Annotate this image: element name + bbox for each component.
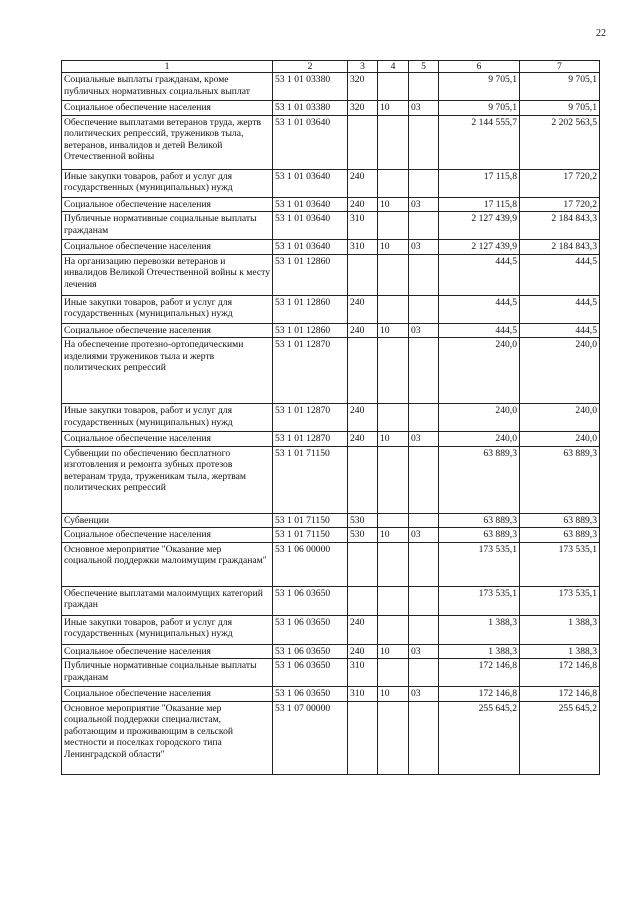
row-value-7: 9 705,1 (520, 73, 600, 101)
table-row (62, 212, 600, 240)
row-col-5 (409, 115, 439, 169)
table-row (62, 542, 600, 586)
row-name: Публичные нормативные социальные выплаты гражданам (62, 212, 273, 240)
row-col-4: 10 (378, 323, 409, 338)
table-row (62, 197, 600, 212)
row-value-7: 444,5 (520, 323, 600, 338)
row-value-6: 444,5 (439, 323, 520, 338)
row-value-6: 63 889,3 (439, 528, 520, 543)
column-header: 5 (409, 61, 439, 73)
row-col-4 (378, 615, 409, 644)
row-col-4: 10 (378, 528, 409, 543)
row-value-6: 63 889,3 (439, 513, 520, 528)
column-header: 7 (520, 61, 600, 73)
row-col-3 (348, 586, 378, 615)
row-col-5 (409, 615, 439, 644)
row-value-6: 9 705,1 (439, 73, 520, 101)
row-code: 53 1 01 71150 (273, 513, 348, 528)
row-value-6: 444,5 (439, 295, 520, 323)
row-col-3: 320 (348, 101, 378, 116)
row-code: 53 1 01 03640 (273, 212, 348, 240)
row-col-4 (378, 338, 409, 404)
row-col-5 (409, 542, 439, 586)
row-col-5: 03 (409, 687, 439, 702)
row-value-6: 63 889,3 (439, 446, 520, 513)
table-row (62, 323, 600, 338)
row-col-4 (378, 73, 409, 101)
table-row (62, 659, 600, 687)
row-col-5 (409, 404, 439, 432)
row-value-7: 240,0 (520, 338, 600, 404)
row-code: 53 1 06 00000 (273, 542, 348, 586)
row-col-3: 530 (348, 528, 378, 543)
row-name: Социальное обеспечение населения (62, 197, 273, 212)
row-name: Социальное обеспечение населения (62, 323, 273, 338)
row-value-7: 1 388,3 (520, 644, 600, 659)
row-col-4 (378, 659, 409, 687)
row-code: 53 1 01 03640 (273, 169, 348, 197)
row-name: Социальное обеспечение населения (62, 644, 273, 659)
row-name: На обеспечение протезно-ортопедическими изделиями тружеников тыла и жертв политических репрессий (62, 338, 273, 404)
row-value-7: 173 535,1 (520, 586, 600, 615)
row-code: 53 1 01 12860 (273, 295, 348, 323)
row-col-4 (378, 446, 409, 513)
row-name: Основное мероприятие "Оказание мер социальной поддержки специалистам, работающим и проживающим в сельской местности и поселках городского типа Ленинградской области" (62, 701, 273, 774)
row-col-5 (409, 338, 439, 404)
row-code: 53 1 06 03650 (273, 615, 348, 644)
row-col-5 (409, 446, 439, 513)
row-col-3: 240 (348, 615, 378, 644)
row-name: Социальное обеспечение населения (62, 687, 273, 702)
row-col-5 (409, 73, 439, 101)
row-value-6: 173 535,1 (439, 586, 520, 615)
row-name: Субвенции (62, 513, 273, 528)
row-code: 53 1 06 03650 (273, 687, 348, 702)
row-code: 53 1 06 03650 (273, 586, 348, 615)
table-row (62, 404, 600, 432)
table-row (62, 432, 600, 447)
row-col-4: 10 (378, 644, 409, 659)
table-row (62, 101, 600, 116)
row-value-7: 2 184 843,3 (520, 212, 600, 240)
row-col-3: 240 (348, 197, 378, 212)
row-code: 53 1 01 03380 (273, 101, 348, 116)
row-value-6: 240,0 (439, 432, 520, 447)
row-code: 53 1 06 03650 (273, 659, 348, 687)
row-value-7: 172 146,8 (520, 687, 600, 702)
row-code: 53 1 01 03640 (273, 115, 348, 169)
row-col-4: 10 (378, 432, 409, 447)
column-header: 6 (439, 61, 520, 73)
table-row (62, 254, 600, 295)
row-code: 53 1 01 71150 (273, 446, 348, 513)
row-name: Социальное обеспечение населения (62, 240, 273, 255)
row-col-3 (348, 338, 378, 404)
row-col-4 (378, 295, 409, 323)
row-name: На организацию перевозки ветеранов и инвалидов Великой Отечественной войны к месту лечения (62, 254, 273, 295)
row-col-5 (409, 659, 439, 687)
table-row (62, 687, 600, 702)
row-col-5: 03 (409, 240, 439, 255)
row-value-7: 2 202 563,5 (520, 115, 600, 169)
row-value-7: 172 146,8 (520, 659, 600, 687)
row-name: Субвенции по обеспечению бесплатного изготовления и ремонта зубных протезов ветеранам труда, труженикам тыла, жертвам политических репрессий (62, 446, 273, 513)
row-name: Социальное обеспечение населения (62, 528, 273, 543)
row-col-3: 320 (348, 73, 378, 101)
header-row (62, 61, 600, 73)
row-col-3: 310 (348, 240, 378, 255)
table-row (62, 513, 600, 528)
row-col-5 (409, 295, 439, 323)
row-col-3: 310 (348, 212, 378, 240)
row-col-5: 03 (409, 101, 439, 116)
row-name: Социальное обеспечение населения (62, 101, 273, 116)
table-row (62, 240, 600, 255)
row-col-5 (409, 254, 439, 295)
row-col-3 (348, 701, 378, 774)
row-col-4 (378, 115, 409, 169)
row-col-5 (409, 513, 439, 528)
row-col-5 (409, 701, 439, 774)
row-value-7: 255 645,2 (520, 701, 600, 774)
row-name: Социальные выплаты гражданам, кроме публичных нормативных социальных выплат (62, 73, 273, 101)
row-col-3: 530 (348, 513, 378, 528)
table-row (62, 701, 600, 774)
table-row (62, 73, 600, 101)
row-value-6: 1 388,3 (439, 615, 520, 644)
column-header: 4 (378, 61, 409, 73)
row-value-6: 1 388,3 (439, 644, 520, 659)
row-code: 53 1 01 12860 (273, 254, 348, 295)
page-number: 22 (596, 28, 606, 39)
row-col-3 (348, 542, 378, 586)
row-code: 53 1 06 03650 (273, 644, 348, 659)
row-col-4 (378, 513, 409, 528)
row-value-7: 17 720,2 (520, 197, 600, 212)
row-col-3: 240 (348, 644, 378, 659)
budget-table (61, 60, 600, 775)
row-code: 53 1 01 03640 (273, 197, 348, 212)
row-col-4 (378, 212, 409, 240)
table-row (62, 615, 600, 644)
row-col-3: 240 (348, 323, 378, 338)
row-col-3: 310 (348, 659, 378, 687)
table-row (62, 338, 600, 404)
table-row (62, 169, 600, 197)
row-col-4: 10 (378, 240, 409, 255)
row-value-6: 240,0 (439, 404, 520, 432)
row-col-3: 240 (348, 169, 378, 197)
row-value-7: 1 388,3 (520, 615, 600, 644)
row-code: 53 1 01 12870 (273, 404, 348, 432)
row-col-5: 03 (409, 323, 439, 338)
row-code: 53 1 01 12870 (273, 338, 348, 404)
row-name: Публичные нормативные социальные выплаты гражданам (62, 659, 273, 687)
row-value-6: 17 115,8 (439, 169, 520, 197)
column-header: 1 (62, 61, 273, 73)
row-value-7: 17 720,2 (520, 169, 600, 197)
row-code: 53 1 07 00000 (273, 701, 348, 774)
table-row (62, 528, 600, 543)
table-row (62, 586, 600, 615)
row-value-7: 444,5 (520, 295, 600, 323)
row-col-4: 10 (378, 197, 409, 212)
row-col-3: 240 (348, 295, 378, 323)
row-value-6: 17 115,8 (439, 197, 520, 212)
row-value-7: 240,0 (520, 432, 600, 447)
row-col-5 (409, 212, 439, 240)
row-code: 53 1 01 71150 (273, 528, 348, 543)
row-col-3: 310 (348, 687, 378, 702)
table-body (62, 73, 600, 775)
row-value-7: 444,5 (520, 254, 600, 295)
row-col-3 (348, 254, 378, 295)
column-header: 3 (348, 61, 378, 73)
row-col-4 (378, 701, 409, 774)
row-name: Иные закупки товаров, работ и услуг для государственных (муниципальных) нужд (62, 615, 273, 644)
row-code: 53 1 01 12860 (273, 323, 348, 338)
row-value-7: 63 889,3 (520, 513, 600, 528)
row-col-3: 240 (348, 432, 378, 447)
row-value-6: 172 146,8 (439, 687, 520, 702)
table-row (62, 446, 600, 513)
row-name: Обеспечение выплатами малоимущих категорий граждан (62, 586, 273, 615)
row-col-5: 03 (409, 197, 439, 212)
row-col-3 (348, 115, 378, 169)
row-name: Социальное обеспечение населения (62, 432, 273, 447)
row-col-5: 03 (409, 432, 439, 447)
row-value-6: 172 146,8 (439, 659, 520, 687)
row-value-6: 9 705,1 (439, 101, 520, 116)
row-value-6: 2 127 439,9 (439, 240, 520, 255)
row-code: 53 1 01 12870 (273, 432, 348, 447)
row-col-5: 03 (409, 528, 439, 543)
row-name: Иные закупки товаров, работ и услуг для государственных (муниципальных) нужд (62, 169, 273, 197)
row-name: Основное мероприятие "Оказание мер социальной поддержки малоимущим гражданам" (62, 542, 273, 586)
table-row (62, 295, 600, 323)
row-col-5 (409, 586, 439, 615)
row-col-4 (378, 254, 409, 295)
row-value-7: 2 184 843,3 (520, 240, 600, 255)
row-name: Иные закупки товаров, работ и услуг для государственных (муниципальных) нужд (62, 404, 273, 432)
row-col-4 (378, 586, 409, 615)
row-col-4: 10 (378, 101, 409, 116)
row-name: Иные закупки товаров, работ и услуг для государственных (муниципальных) нужд (62, 295, 273, 323)
row-code: 53 1 01 03640 (273, 240, 348, 255)
row-value-6: 255 645,2 (439, 701, 520, 774)
row-col-4 (378, 404, 409, 432)
row-value-6: 240,0 (439, 338, 520, 404)
column-header: 2 (273, 61, 348, 73)
row-value-7: 63 889,3 (520, 528, 600, 543)
row-col-4: 10 (378, 687, 409, 702)
row-value-6: 2 144 555,7 (439, 115, 520, 169)
row-col-3 (348, 446, 378, 513)
row-col-3: 240 (348, 404, 378, 432)
row-value-6: 173 535,1 (439, 542, 520, 586)
row-code: 53 1 01 03380 (273, 73, 348, 101)
row-value-7: 173 535,1 (520, 542, 600, 586)
row-col-4 (378, 169, 409, 197)
row-name: Обеспечение выплатами ветеранов труда, жертв политических репрессий, тружеников тыла, ветеранов, инвалидов и детей Великой Отечественной войны (62, 115, 273, 169)
row-value-7: 63 889,3 (520, 446, 600, 513)
row-col-4 (378, 542, 409, 586)
table-row (62, 115, 600, 169)
row-col-5: 03 (409, 644, 439, 659)
row-value-7: 240,0 (520, 404, 600, 432)
row-value-7: 9 705,1 (520, 101, 600, 116)
row-value-6: 2 127 439,9 (439, 212, 520, 240)
row-value-6: 444,5 (439, 254, 520, 295)
row-col-5 (409, 169, 439, 197)
table-row (62, 644, 600, 659)
